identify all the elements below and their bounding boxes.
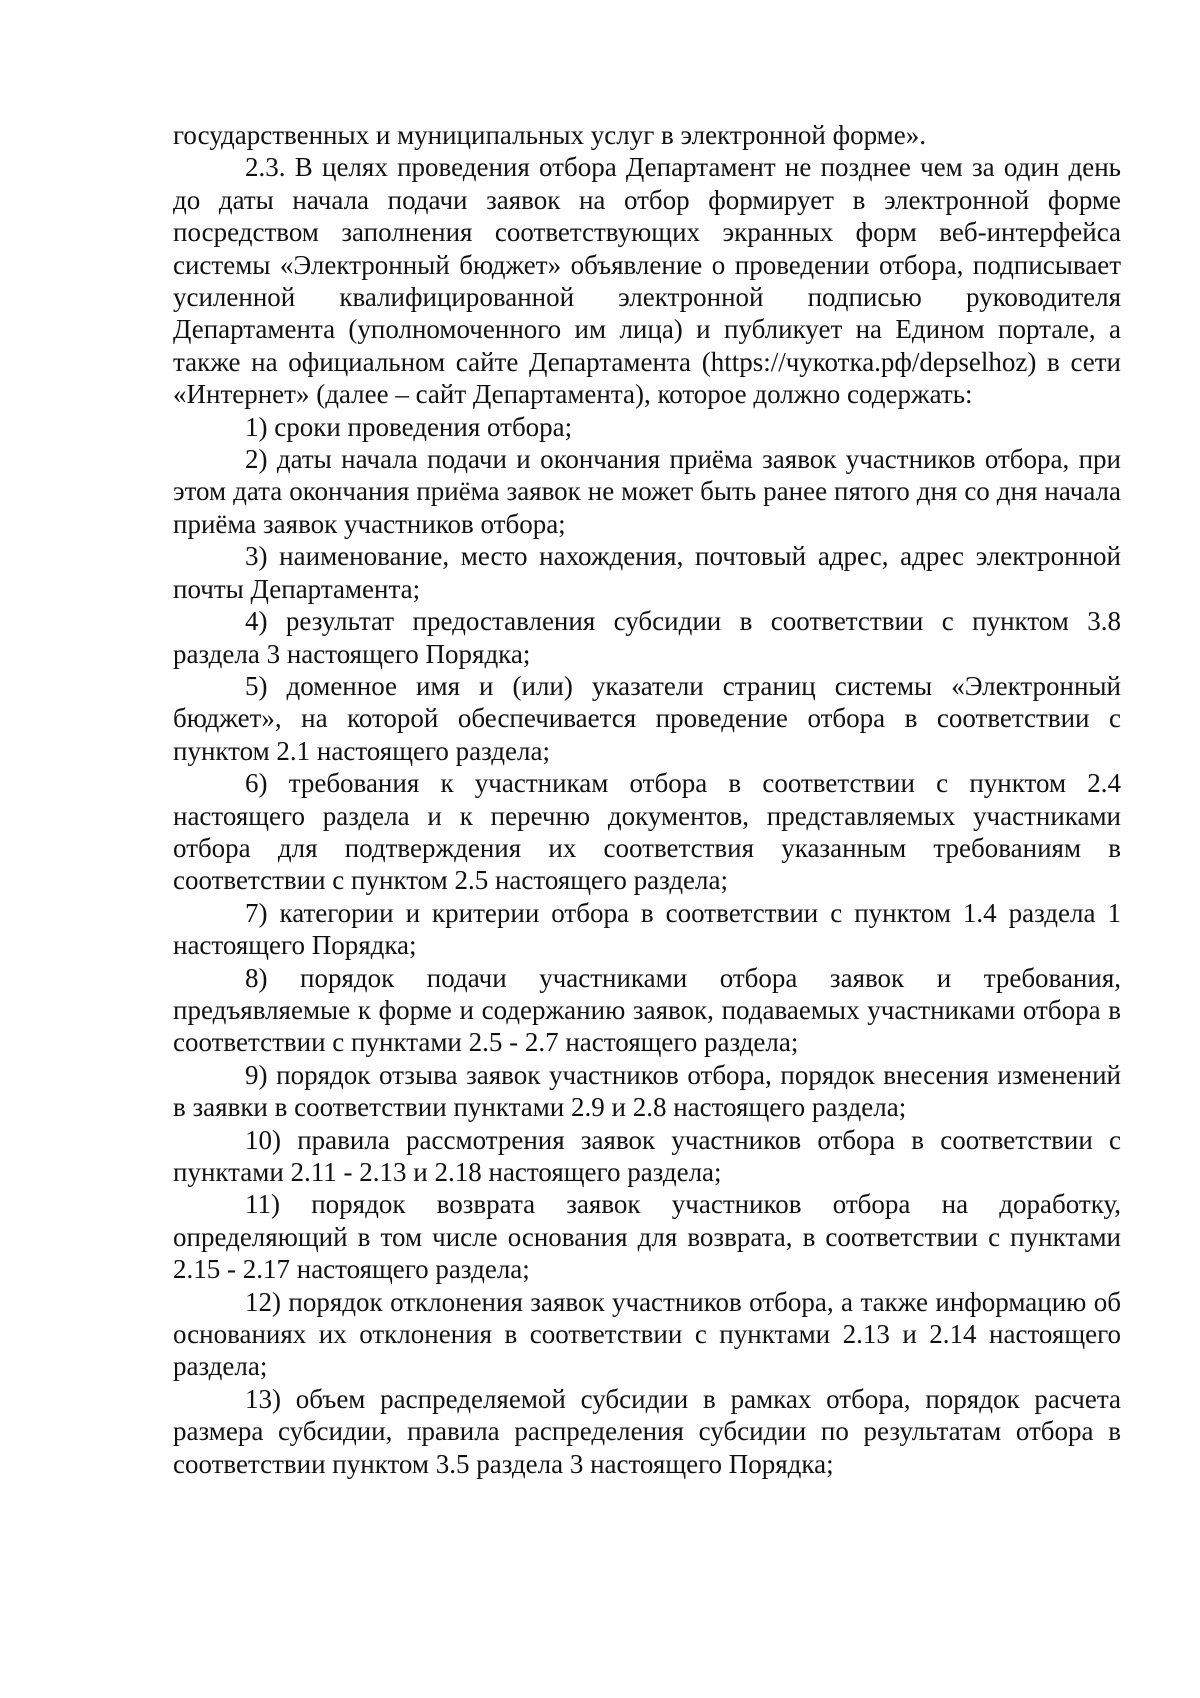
list-item-12: 12) порядок отклонения заявок участников отбора, а также информацию об основаниях их отклонения в соответствии с пунктами 2.13 и 2.14 настоящего раздела; <box>173 1286 1121 1382</box>
list-item-11: 11) порядок возврата заявок участников отбора на доработку, определяющий в том числе основания для возврата, в соответствии с пунктами 2.15 - 2.17 настоящего раздела; <box>173 1189 1121 1285</box>
list-item-3: 3) наименование, место нахождения, почтовый адрес, адрес электронной почты Департамента; <box>173 541 1121 604</box>
paragraph-2-3: 2.3. В целях проведения отбора Департамент не позднее чем за один день до даты начала подачи заявок на отбор формирует в электронной форме посредством заполнения соответствующих экранных форм веб-интерфейса системы «Электронный бюджет» объявление о проведении отбора, подписывает усиленной квалифицированной электронной подписью руководителя Департамента (уполномоченного им лица) и публикует на Едином портале, а также на официальном сайте Департамента (https://чукотка.рф/depselhoz) в сети «Интернет» (далее – сайт Департамента), которое должно содержать: <box>173 152 1121 410</box>
list-item-1: 1) сроки проведения отбора; <box>245 411 573 442</box>
list-item-2: 2) даты начала подачи и окончания приёма заявок участников отбора, при этом дата окончания приёма заявок не может быть ранее пятого дня со дня начала приёма заявок участников отбора; <box>173 444 1121 539</box>
list-item-5: 5) доменное имя и (или) указатели страниц системы «Электронный бюджет», на которой обеспечивается проведение отбора в соответствии с пунктом 2.1 настоящего раздела; <box>173 670 1121 766</box>
list-item-4: 4) результат предоставления субсидии в соответствии с пунктом 3.8 раздела 3 настоящего Порядка; <box>173 606 1121 669</box>
list-item-6: 6) требования к участникам отбора в соответствии с пунктом 2.4 настоящего раздела и к перечню документов, представляемых участниками отбора для подтверждения их соответствия указанным требованиям в соответствии с пунктом 2.5 настоящего раздела; <box>173 768 1121 896</box>
list-item-8: 8) порядок подачи участниками отбора заявок и требования, предъявляемые к форме и содержанию заявок, подаваемых участниками отбора в соответствии с пунктами 2.5 - 2.7 настоящего раздела; <box>173 962 1121 1058</box>
list-item-10: 10) правила рассмотрения заявок участников отбора в соответствии с пунктами 2.11 - 2.13 и 2.18 настоящего раздела; <box>173 1124 1121 1187</box>
list-item-13: 13) объем распределяемой субсидии в рамках отбора, порядок расчета размера субсидии, правила распределения субсидии по результатам отбора в соответствии пунктом 3.5 раздела 3 настоящего Порядка; <box>173 1383 1121 1479</box>
list-item-7: 7) категории и критерии отбора в соответствии с пунктом 1.4 раздела 1 настоящего Порядка; <box>173 897 1121 961</box>
document-body <box>173 119 1121 1480</box>
list-item-9: 9) порядок отзыва заявок участников отбора, порядок внесения изменений в заявки в соответствии пунктами 2.9 и 2.8 настоящего раздела; <box>173 1059 1121 1123</box>
paragraph-continuation: государственных и муниципальных услуг в электронной форме». <box>173 120 926 150</box>
